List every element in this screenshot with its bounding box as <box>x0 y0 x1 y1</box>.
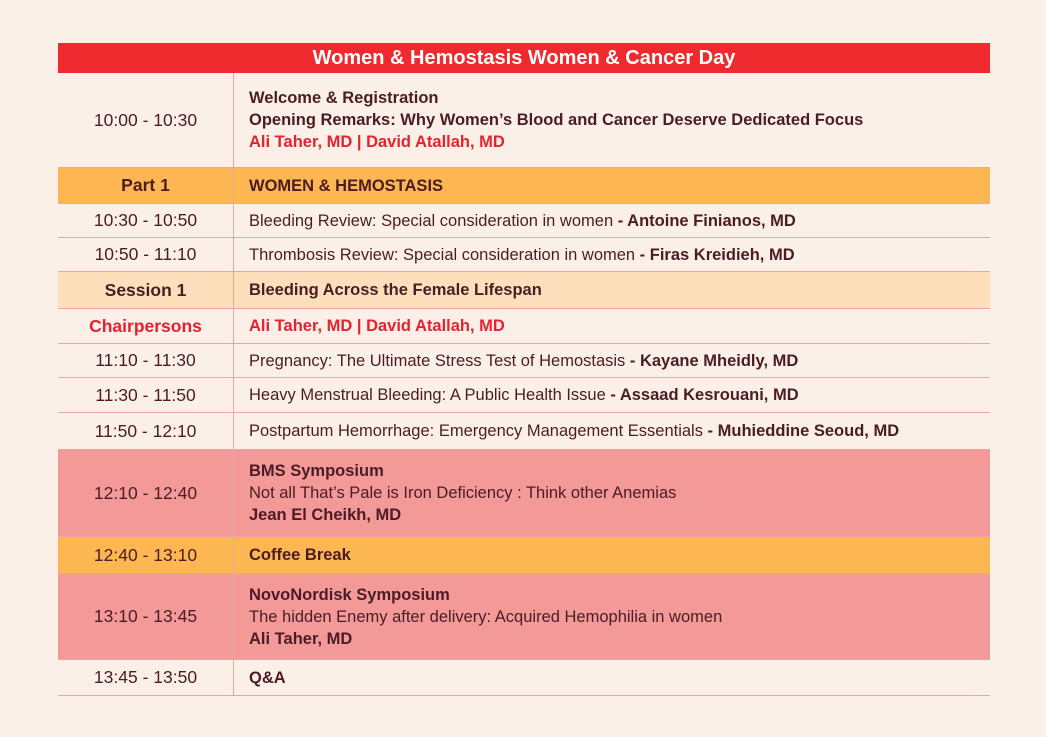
table-row <box>58 660 990 696</box>
table-row <box>58 309 990 344</box>
time-cell: 10:30 - 10:50 <box>58 204 234 237</box>
chairpersons-names: Ali Taher, MD | David Atallah, MD <box>249 317 505 335</box>
time-cell: 12:10 - 12:40 <box>58 450 234 536</box>
time-cell: 11:30 - 11:50 <box>58 378 234 412</box>
table-row <box>58 537 990 574</box>
table-row <box>58 450 990 537</box>
session-label: Session 1 <box>58 272 234 308</box>
item-subtitle: Opening Remarks: Why Women’s Blood and Cancer Deserve Dedicated Focus <box>249 111 864 129</box>
session-title: Bleeding Across the Female Lifespan <box>249 281 542 299</box>
item-title: Welcome & Registration <box>249 89 439 107</box>
content-cell <box>234 73 990 167</box>
break-title: Coffee Break <box>249 546 351 564</box>
time-cell: 10:50 - 11:10 <box>58 238 234 271</box>
content-cell <box>234 344 990 377</box>
table-row <box>58 238 990 272</box>
table-row <box>58 204 990 238</box>
talk-speaker: - Kayane Mheidly, MD <box>625 351 799 370</box>
symposium-talk: Not all That’s Pale is Iron Deficiency : Think other Anemias <box>249 484 677 502</box>
table-row <box>58 73 990 168</box>
table-row <box>58 168 990 204</box>
talk-speaker: - Muhieddine Seoud, MD <box>702 422 900 440</box>
talk-title: Pregnancy: The Ultimate Stress Test of Hemostasis <box>249 351 626 370</box>
table-row <box>58 378 990 413</box>
chairpersons-label: Chairpersons <box>58 309 234 343</box>
content-cell <box>234 574 990 659</box>
symposium-speaker: Ali Taher, MD <box>249 629 353 648</box>
talk-title: Thrombosis Review: Special consideration in women <box>249 245 636 264</box>
time-cell: 11:10 - 11:30 <box>58 344 234 377</box>
content-cell <box>234 450 990 536</box>
table-title: Women & Hemostasis Women & Cancer Day <box>58 43 990 73</box>
symposium-title: BMS Symposium <box>249 462 384 480</box>
content-cell <box>234 378 990 412</box>
talk-title: Heavy Menstrual Bleeding: A Public Health Issue <box>249 386 606 404</box>
time-cell: 12:40 - 13:10 <box>58 537 234 573</box>
program-table <box>58 43 990 696</box>
talk-speaker: - Assaad Kesrouani, MD <box>605 386 799 404</box>
part-label: Part 1 <box>58 168 234 203</box>
content-cell <box>234 413 990 449</box>
time-cell: 13:45 - 13:50 <box>58 660 234 695</box>
content-cell <box>234 238 990 271</box>
time-cell: 13:10 - 13:45 <box>58 574 234 659</box>
table-row <box>58 272 990 309</box>
talk-title: Postpartum Hemorrhage: Emergency Management Essentials <box>249 422 703 440</box>
item-speakers: Ali Taher, MD | David Atallah, MD <box>249 133 505 151</box>
time-cell: 11:50 - 12:10 <box>58 413 234 449</box>
content-cell <box>234 204 990 237</box>
qa-title: Q&A <box>249 668 286 687</box>
part-title: WOMEN & HEMOSTASIS <box>249 176 444 195</box>
time-cell: 10:00 - 10:30 <box>58 73 234 167</box>
symposium-speaker: Jean El Cheikh, MD <box>249 506 402 524</box>
table-row <box>58 574 990 660</box>
talk-speaker: - Firas Kreidieh, MD <box>635 245 795 264</box>
symposium-title: NovoNordisk Symposium <box>249 585 450 604</box>
table-row <box>58 413 990 450</box>
talk-title: Bleeding Review: Special consideration in women <box>249 211 614 230</box>
symposium-talk: The hidden Enemy after delivery: Acquired Hemophilia in women <box>249 607 723 626</box>
talk-speaker: - Antoine Finianos, MD <box>613 211 796 230</box>
table-row <box>58 344 990 378</box>
